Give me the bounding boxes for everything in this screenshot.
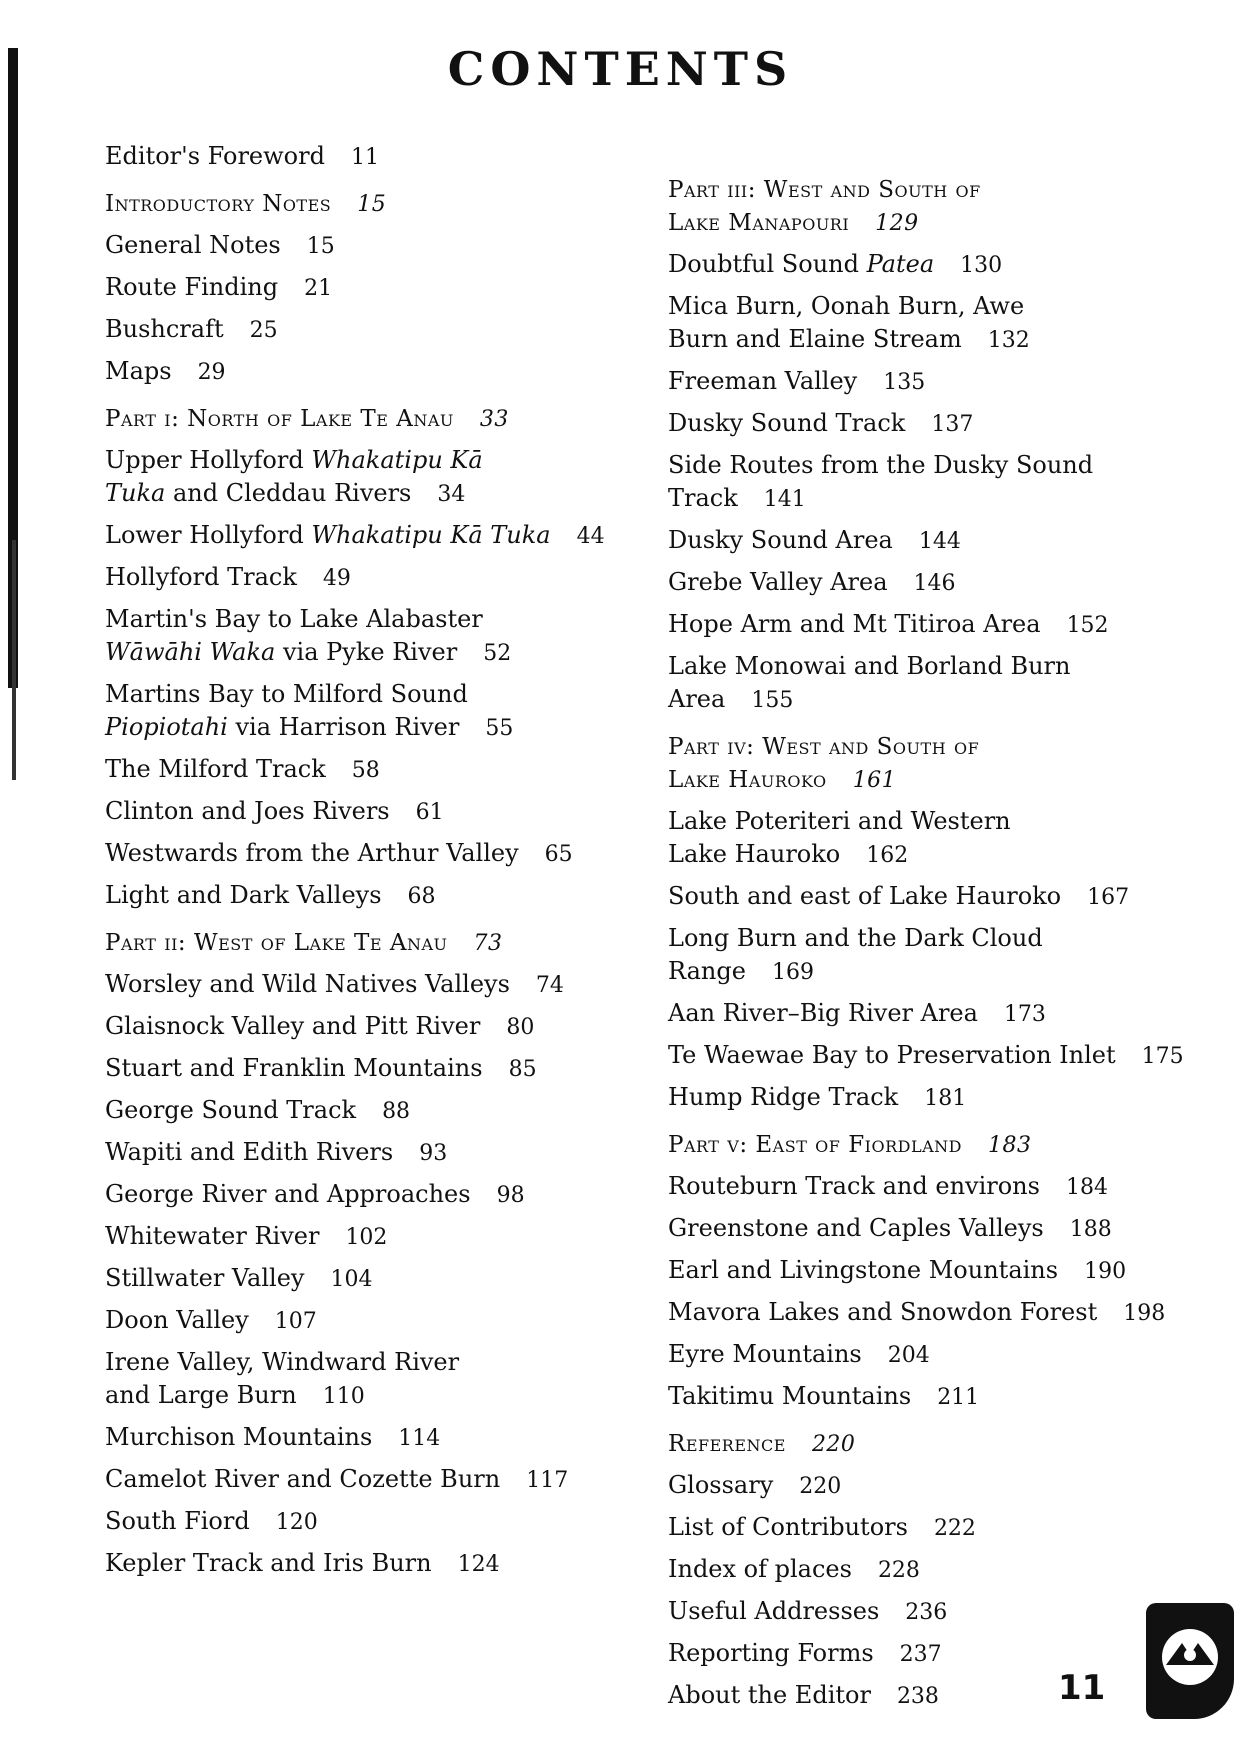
entry-page-number: 141 [763,487,806,512]
entry-title: Routeburn Track and environs [668,1172,1040,1200]
entry-line [105,678,625,711]
publisher-logo [1146,1603,1234,1719]
entry-title: Stuart and Franklin Mountains [105,1054,483,1082]
contents-entry [105,140,625,174]
contents-entry [668,1511,1188,1545]
entry-page-number: 161 [852,768,897,793]
contents-entry [668,248,1188,282]
entry-line [105,837,625,871]
entry-page-number: 88 [382,1099,411,1124]
contents-part-heading [668,174,1188,240]
entry-page-number: 228 [877,1558,920,1583]
contents-entry [668,1170,1188,1204]
entry-page-number: 204 [887,1343,930,1368]
entry-page-number: 181 [924,1086,967,1111]
entry-page-number: 33 [479,407,509,432]
contents-entry [668,449,1188,516]
entry-title: Hope Arm and Mt Titiroa Area [668,610,1041,638]
entry-line [105,1547,625,1581]
entry-line [668,1170,1188,1204]
entry-title: Dusky Sound Track [668,409,906,437]
entry-title: Side Routes from the Dusky Sound Track [668,451,1094,512]
contents-entry [668,1039,1188,1073]
entry-title: Murchison Mountains [105,1423,373,1451]
contents-entry [105,795,625,829]
contents-entry [105,1421,625,1455]
entry-title: and Cleddau Rivers [165,479,412,507]
entry-page-number: 11 [350,145,379,170]
entry-page-number: 68 [407,884,436,909]
entry-title: Hump Ridge Track [668,1083,899,1111]
contents-entry [668,1254,1188,1288]
entry-page-number: 114 [398,1426,441,1451]
entry-title: Mavora Lakes and Snowdon Forest [668,1298,1098,1326]
entry-page-number: 183 [988,1133,1032,1158]
entry-title: Bushcraft [105,315,224,343]
contents-entry [105,1547,625,1581]
contents-entry [105,271,625,305]
entry-line [668,1212,1188,1246]
entry-page-number: 211 [937,1385,980,1410]
page-number: 11 [1058,1668,1106,1708]
entry-title: Greenstone and Caples Valleys [668,1214,1044,1242]
entry-line [105,753,625,787]
entry-page-number: 25 [249,318,278,343]
entry-title: Lake Hauroko [668,767,827,793]
entry-line [668,1511,1188,1545]
contents-entry [105,519,625,553]
entry-line [105,444,625,477]
contents-entry [105,1010,625,1044]
entry-page-number: 15 [357,192,387,217]
entry-title: Kepler Track and Iris Burn [105,1549,432,1577]
entry-page-number: 21 [304,276,333,301]
contents-part-heading [105,403,625,436]
contents-part-heading [668,731,1188,797]
entry-title: Long Burn and the Dark Cloud Range [668,924,1043,985]
entry-title: Whakatipu Kā [311,446,483,474]
entry-title: Part ii: West of Lake Te Anau [105,930,448,956]
entry-line [105,603,625,636]
contents-entry [668,1553,1188,1587]
entry-title: Upper Hollyford [105,446,312,474]
entry-page-number: 98 [496,1183,525,1208]
contents-entry [105,1262,625,1296]
entry-line [668,323,1188,357]
entry-line [105,1178,625,1212]
entry-line [668,608,1188,642]
entry-title: Martins Bay to Milford Sound [105,680,468,708]
entry-line [668,1338,1188,1372]
entry-title: Doubtful Sound [668,250,867,278]
entry-title: via Harrison River [227,713,460,741]
entry-page-number: 93 [419,1141,448,1166]
entry-line [105,1379,625,1413]
entry-line [105,1136,625,1170]
entry-line [668,1679,1188,1713]
entry-page-number: 102 [345,1225,388,1250]
entry-page-number: 55 [485,716,514,741]
contents-entry [668,922,1188,989]
entry-title: Lower Hollyford [105,521,312,549]
entry-line [668,650,1188,717]
entry-page-number: 73 [473,931,503,956]
contents-entry [668,880,1188,914]
contents-entry [668,805,1188,872]
entry-title: Index of places [668,1555,852,1583]
entry-page-number: 220 [811,1432,856,1457]
contents-entry [668,524,1188,558]
entry-page-number: 44 [576,524,605,549]
contents-entry [105,968,625,1002]
entry-line [668,174,1188,207]
entry-page-number: 155 [751,688,794,713]
entry-page-number: 135 [883,370,926,395]
entry-page-number: 117 [526,1468,569,1493]
entry-line [668,838,1188,872]
contents-entry [105,1220,625,1254]
entry-title: Westwards from the Arthur Valley [105,839,519,867]
entry-page-number: 137 [931,412,974,437]
entry-page-number: 146 [913,571,956,596]
entry-title: Glossary [668,1471,774,1499]
entry-title: Introductory Notes [105,191,332,217]
entry-line [668,1039,1188,1073]
entry-line [668,1129,1188,1162]
mountain-logo-icon [1158,1625,1222,1689]
entry-line [105,968,625,1002]
contents-column-left [105,140,625,1589]
entry-line [668,997,1188,1031]
contents-entry [668,997,1188,1031]
entry-title: About the Editor [668,1681,871,1709]
page-title: CONTENTS [447,42,794,96]
contents-entry [668,1212,1188,1246]
entry-title: George River and Approaches [105,1180,471,1208]
entry-line [105,1220,625,1254]
entry-title: Useful Addresses [668,1597,880,1625]
contents-entry [668,1637,1188,1671]
entry-page-number: 49 [322,566,351,591]
entry-line [105,313,625,347]
entry-line [105,927,625,960]
entry-line [668,248,1188,282]
contents-entry [105,1505,625,1539]
entry-page-number: 162 [866,843,909,868]
entry-title: Aan River–Big River Area [668,999,978,1027]
contents-entry [668,566,1188,600]
contents-entry [105,1346,625,1413]
entry-page-number: 132 [987,328,1030,353]
entry-page-number: 173 [1003,1002,1046,1027]
entry-title: Grebe Valley Area [668,568,888,596]
entry-page-number: 34 [437,482,466,507]
contents-part-heading [105,927,625,960]
entry-title: Tuka [105,479,166,507]
entry-line [105,477,625,511]
entry-title: Lake Monowai and Borland Burn Area [668,652,1071,713]
entry-page-number: 129 [875,211,919,236]
entry-page-number: 167 [1087,885,1130,910]
entry-title: Wapiti and Edith Rivers [105,1138,394,1166]
contents-entry [105,355,625,389]
contents-entry [668,650,1188,717]
entry-page-number: 74 [535,973,564,998]
entry-page-number: 222 [933,1516,976,1541]
entry-line [105,403,625,436]
entry-page-number: 104 [330,1267,373,1292]
entry-line [668,449,1188,516]
entry-page-number: 198 [1123,1301,1166,1326]
contents-entry [105,1178,625,1212]
entry-line [105,1505,625,1539]
entry-page-number: 120 [275,1510,318,1535]
entry-title: via Pyke River [275,638,458,666]
contents-entry [105,879,625,913]
contents-entry [105,1136,625,1170]
entry-line [668,290,1188,323]
contents-part-heading [668,1428,1188,1461]
entry-title: Whitewater River [105,1222,320,1250]
entry-page-number: 85 [508,1057,537,1082]
entry-title: South and east of Lake Hauroko [668,882,1062,910]
entry-title: Patea [866,250,935,278]
entry-line [668,731,1188,764]
entry-page-number: 130 [960,253,1003,278]
entry-page-number: 29 [197,360,226,385]
entry-title: Part iv: West and South of [668,734,980,760]
entry-line [668,1254,1188,1288]
entry-line [668,365,1188,399]
entry-title: Takitimu Mountains [668,1382,912,1410]
entry-page-number: 238 [896,1684,939,1709]
entry-line [105,271,625,305]
entry-page-number: 124 [457,1552,500,1577]
entry-title: Eyre Mountains [668,1340,862,1368]
entry-page-number: 184 [1065,1175,1108,1200]
entry-title: Hollyford Track [105,563,297,591]
entry-line [668,922,1188,989]
entry-line [668,1553,1188,1587]
entry-line [668,1428,1188,1461]
entry-line [668,1081,1188,1115]
contents-entry [668,1338,1188,1372]
entry-page-number: 237 [899,1642,942,1667]
contents-entry [105,444,625,511]
entry-line [668,1380,1188,1414]
contents-entry [105,678,625,745]
entry-title: Te Waewae Bay to Preservation Inlet [668,1041,1116,1069]
entry-title: Lake Hauroko [668,840,841,868]
entry-line [105,1094,625,1128]
entry-line [105,1463,625,1497]
entry-title: Freeman Valley [668,367,858,395]
entry-title: Doon Valley [105,1306,249,1334]
contents-entry [668,608,1188,642]
entry-page-number: 169 [771,960,814,985]
entry-title: List of Contributors [668,1513,908,1541]
entry-title: Glaisnock Valley and Pitt River [105,1012,481,1040]
contents-entry [668,407,1188,441]
entry-line [668,407,1188,441]
entry-title: South Fiord [105,1507,250,1535]
entry-title: Clinton and Joes Rivers [105,797,390,825]
entry-title: Reporting Forms [668,1639,874,1667]
entry-line [668,805,1188,838]
entry-line [668,1469,1188,1503]
entry-title: George Sound Track [105,1096,357,1124]
entry-line [105,1052,625,1086]
entry-line [105,1010,625,1044]
entry-title: Martin's Bay to Lake Alabaster [105,605,483,633]
entry-page-number: 188 [1069,1217,1112,1242]
entry-line [668,764,1188,797]
entry-page-number: 236 [905,1600,948,1625]
entry-page-number: 190 [1084,1259,1127,1284]
entry-title: Dusky Sound Area [668,526,893,554]
entry-line [668,1637,1188,1671]
contents-entry [105,837,625,871]
entry-title: Reference [668,1431,786,1457]
entry-title: Whakatipu Kā Tuka [311,521,551,549]
entry-line [105,1346,625,1379]
entry-line [105,1421,625,1455]
entry-title: Part i: North of Lake Te Anau [105,406,454,432]
entry-page-number: 52 [483,641,512,666]
entry-line [105,355,625,389]
entry-title: Irene Valley, Windward River [105,1348,460,1376]
entry-page-number: 110 [322,1384,365,1409]
contents-entry [668,1380,1188,1414]
entry-page-number: 220 [799,1474,842,1499]
entry-line [668,207,1188,240]
entry-title: and Large Burn [105,1381,297,1409]
contents-entry [668,1469,1188,1503]
entry-line [105,519,625,553]
entry-title: Route Finding [105,273,279,301]
entry-title: Lake Poteriteri and Western [668,807,1011,835]
entry-title: Burn and Elaine Stream [668,325,962,353]
entry-title: Stillwater Valley [105,1264,305,1292]
entry-title: General Notes [105,231,281,259]
contents-entry [105,1304,625,1338]
contents-entry [668,365,1188,399]
entry-title: Maps [105,357,172,385]
entry-line [105,188,625,221]
contents-entry [105,1094,625,1128]
entry-title: The Milford Track [105,755,326,783]
entry-page-number: 58 [351,758,380,783]
entry-title: Lake Manapouri [668,210,850,236]
entry-line [105,561,625,595]
entry-line [105,795,625,829]
entry-title: Worsley and Wild Natives Valleys [105,970,510,998]
entry-title: Camelot River and Cozette Burn [105,1465,501,1493]
contents-entry [668,290,1188,357]
entry-line [105,229,625,263]
entry-page-number: 61 [415,800,444,825]
contents-entry [668,1679,1188,1713]
entry-line [668,524,1188,558]
entry-page-number: 152 [1066,613,1109,638]
entry-line [105,1304,625,1338]
contents-entry [105,753,625,787]
entry-title: Piopiotahi [105,713,228,741]
entry-line [105,879,625,913]
contents-entry [105,1463,625,1497]
entry-line [668,880,1188,914]
entry-page-number: 107 [274,1309,317,1334]
contents-entry [105,229,625,263]
entry-page-number: 144 [918,529,961,554]
contents-entry [105,1052,625,1086]
entry-title: Light and Dark Valleys [105,881,382,909]
entry-line [105,636,625,670]
entry-title: Part iii: West and South of [668,177,981,203]
contents-entry [668,1296,1188,1330]
entry-title: Wāwāhi Waka [105,638,276,666]
entry-line [105,711,625,745]
contents-entry [105,561,625,595]
contents-part-heading [105,188,625,221]
contents-entry [105,603,625,670]
entry-page-number: 175 [1141,1044,1184,1069]
entry-line [668,566,1188,600]
contents-column-right [668,160,1188,1721]
entry-page-number: 15 [306,234,335,259]
entry-line [668,1296,1188,1330]
entry-page-number: 80 [506,1015,535,1040]
contents-entry [668,1081,1188,1115]
contents-entry [668,1595,1188,1629]
scan-edge-bar [12,540,16,780]
entry-title: Earl and Livingstone Mountains [668,1256,1059,1284]
entry-line [105,140,625,174]
entry-title: Mica Burn, Oonah Burn, Awe [668,292,1025,320]
entry-line [668,1595,1188,1629]
entry-title: Part v: East of Fiordland [668,1132,962,1158]
contents-part-heading [668,1129,1188,1162]
contents-entry [105,313,625,347]
entry-title: Editor's Foreword [105,142,325,170]
entry-page-number: 65 [544,842,573,867]
entry-line [105,1262,625,1296]
